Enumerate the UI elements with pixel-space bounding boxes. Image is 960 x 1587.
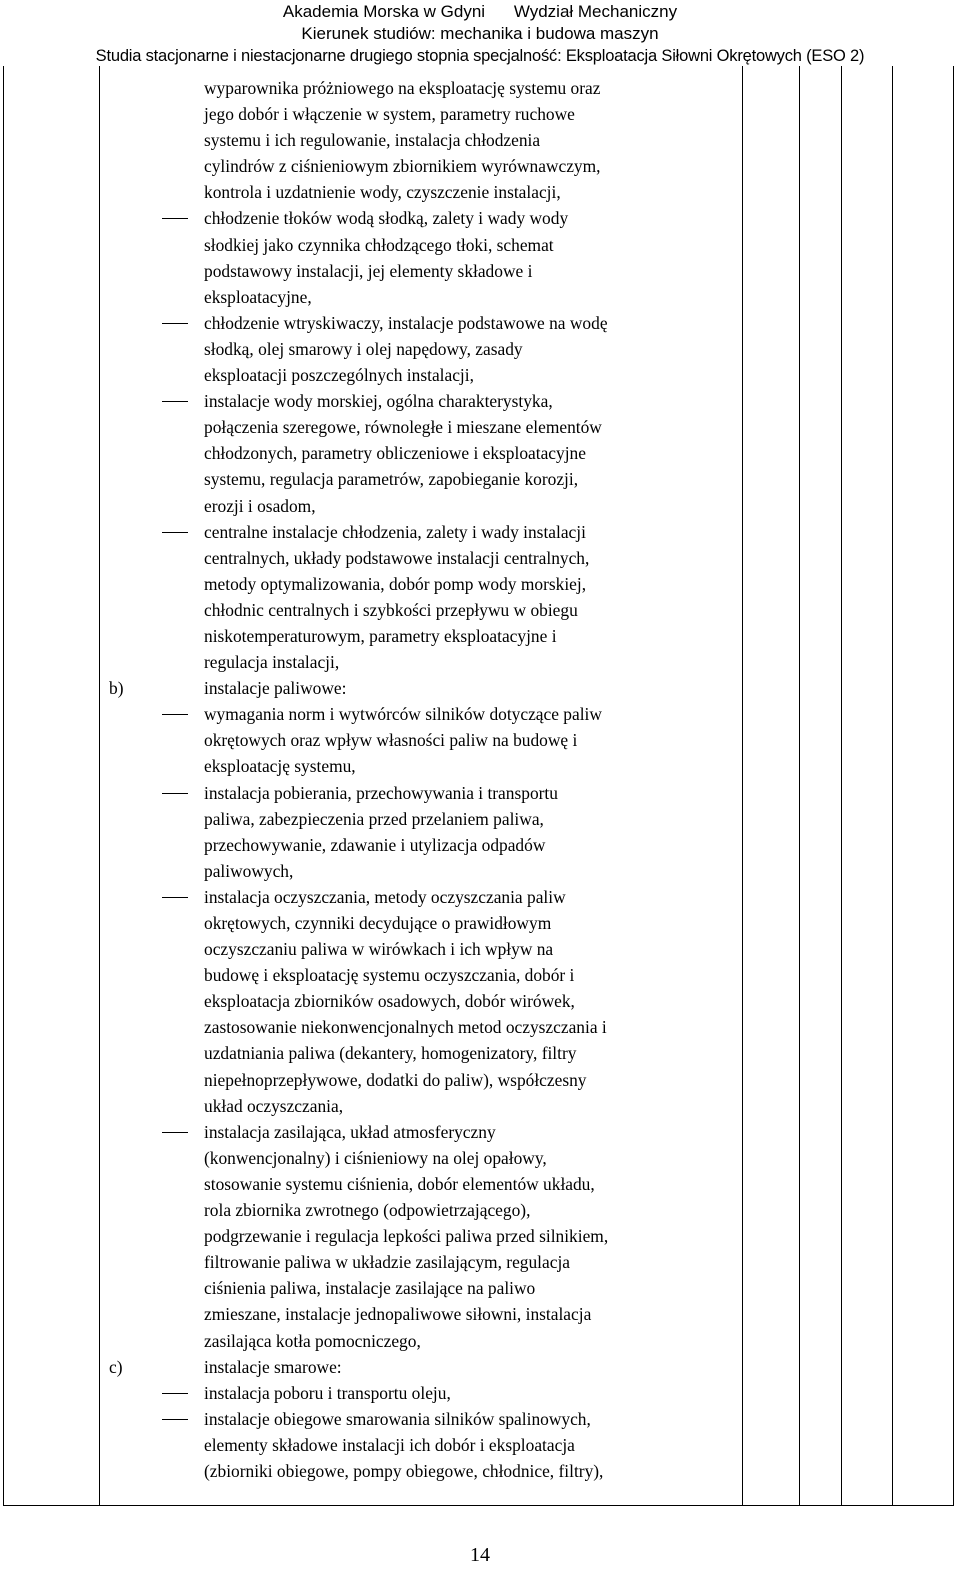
list-item-continuation: okrętowych oraz wpływ własności paliw na budowę i xyxy=(204,730,578,751)
list-item-continuation: eksploatacja zbiorników osadowych, dobór wirówek, xyxy=(204,991,575,1012)
list-item-continuation: paliwa, zabezpieczenia przed przelaniem paliwa, xyxy=(204,808,544,829)
list-item-continuation: chłodzonych, parametry obliczeniowe i eksploatacyjne xyxy=(204,443,586,464)
list-item-continuation: erozji i osadom, xyxy=(204,495,316,516)
list-item-continuation: regulacja instalacji, xyxy=(204,652,340,673)
list-item-continuation: słodkiej jako czynnika chłodzącego tłoki, schemat xyxy=(204,234,554,255)
list-item-continuation: metody optymalizowania, dobór pomp wody morskiej, xyxy=(204,573,587,594)
list-item-continuation: systemu, regulacja parametrów, zapobieganie korozji, xyxy=(204,469,579,490)
list-item-continuation: jego dobór i włączenie w system, parametry ruchowe xyxy=(204,104,575,125)
list-item-continuation: elementy składowe instalacji ich dobór i eksploatacja xyxy=(204,1434,575,1455)
list-item-continuation: podgrzewanie i regulacja lepkości paliwa przed silnikiem, xyxy=(204,1226,609,1247)
list-item: instalacja poboru i transportu oleju, xyxy=(103,1380,743,1406)
table-column-divider xyxy=(799,66,800,1505)
section-label: c) xyxy=(109,1356,123,1377)
list-item-continuation: niepełnoprzepływowe, dodatki do paliw), współczesny xyxy=(204,1069,587,1090)
list-item-continuation: (zbiorniki obiegowe, pompy obiegowe, chłodnice, filtry), xyxy=(204,1460,604,1481)
study-programme: Studia stacjonarne i niestacjonarne drugiego stopnia specjalność: Eksploatacja Siłowni Okrętowych (ESO 2) xyxy=(95,47,865,65)
list-item-continuation: oczyszczaniu paliwa w wirówkach i ich wpływ na xyxy=(204,939,554,960)
page-header xyxy=(0,0,960,67)
list-item-continuation: słodką, olej smarowy i olej napędowy, zasady xyxy=(204,338,523,359)
list-item: instalacje obiegowe smarowania silników spalinowych, xyxy=(103,1406,743,1432)
list-item: chłodzenie tłoków wodą słodką, zalety i wady wody xyxy=(103,205,743,231)
section-heading xyxy=(103,1354,743,1380)
list-item-continuation: kontrola i uzdatnienie wody, czyszczenie instalacji, xyxy=(204,182,561,203)
list-item: chłodzenie wtryskiwaczy, instalacje podstawowe na wodę xyxy=(103,310,743,336)
list-item-continuation: chłodnic centralnych i szybkości przepływu w obiegu xyxy=(204,599,578,620)
list-item: instalacja zasilająca, układ atmosferyczny xyxy=(103,1119,743,1145)
list-item-continuation: ciśnienia paliwa, instalacje zasilające na paliwo xyxy=(204,1278,536,1299)
list-item: instalacja oczyszczania, metody oczyszczania paliw xyxy=(103,884,743,910)
list-item-continuation: stosowanie systemu ciśnienia, dobór elementów układu, xyxy=(204,1173,595,1194)
list-item-continuation: zmieszane, instalacje jednopaliwowe siłowni, instalacja xyxy=(204,1304,592,1325)
list-item-continuation: eksploatacyjne, xyxy=(204,286,312,307)
list-item-continuation: układ oczyszczania, xyxy=(204,1095,344,1116)
faculty-name: Wydział Mechaniczny xyxy=(513,2,678,21)
list-item-continuation: centralnych, układy podstawowe instalacji centralnych, xyxy=(204,547,590,568)
list-item-continuation: rola zbiornika zwrotnego (odpowietrzającego), xyxy=(204,1200,531,1221)
syllabus-content xyxy=(103,75,743,1484)
header-line-1 xyxy=(0,1,960,23)
list-item-continuation: zastosowanie niekonwencjonalnych metod oczyszczania i xyxy=(204,1017,607,1038)
list-item: centralne instalacje chłodzenia, zalety i wady instalacji xyxy=(103,519,743,545)
page-number: 14 xyxy=(470,1544,490,1566)
table-column-divider xyxy=(841,66,842,1505)
list-item-continuation: eksploatacji poszczególnych instalacji, xyxy=(204,365,474,386)
list-item: instalacja pobierania, przechowywania i transportu xyxy=(103,780,743,806)
list-item-continuation: filtrowanie paliwa w układzie zasilającym, regulacja xyxy=(204,1252,571,1273)
section-title: instalacje paliwowe: xyxy=(204,678,347,699)
section-heading xyxy=(103,675,743,701)
table-column-divider xyxy=(892,66,893,1505)
section-label: b) xyxy=(109,678,124,699)
list-item-continuation: okrętowych, czynniki decydujące o prawidłowym xyxy=(204,913,552,933)
list-item-continuation: połączenia szeregowe, równoległe i mieszane elementów xyxy=(204,417,602,438)
list-item-continuation: budowę i eksploatację systemu oczyszczania, dobór i xyxy=(204,965,575,986)
list-item: wymagania norm i wytwórców silników dotyczące paliw xyxy=(103,701,743,727)
list-item-continuation: uzdatniania paliwa (dekantery, homogenizatory, filtry xyxy=(204,1043,577,1064)
university-name: Akademia Morska w Gdyni xyxy=(282,2,486,21)
list-item: instalacje wody morskiej, ogólna charakterystyka, xyxy=(103,388,743,414)
table-column-divider xyxy=(99,66,100,1505)
section-title: instalacje smarowe: xyxy=(204,1356,342,1377)
list-item-continuation: podstawowy instalacji, jej elementy składowe i xyxy=(204,260,533,281)
list-item-continuation: eksploatację systemu, xyxy=(204,756,356,777)
list-item-continuation: systemu i ich regulowanie, instalacja chłodzenia xyxy=(204,130,541,151)
list-item-continuation: paliwowych, xyxy=(204,860,294,881)
list-item-continuation: przechowywanie, zdawanie i utylizacja odpadów xyxy=(204,834,546,855)
list-item-continuation: (konwencjonalny) i ciśnieniowy na olej opałowy, xyxy=(204,1147,547,1168)
list-item-continuation: zasilająca kotła pomocniczego, xyxy=(204,1330,421,1351)
field-of-study: Kierunek studiów: mechanika i budowa maszyn xyxy=(301,24,659,43)
list-item-continuation: niskotemperaturowym, parametry eksploatacyjne i xyxy=(204,625,557,646)
list-item-continuation: wyparownika próżniowego na eksploatację systemu oraz xyxy=(204,78,601,98)
list-item-continuation: cylindrów z ciśnieniowym zbiornikiem wyrównawczym, xyxy=(204,156,601,177)
